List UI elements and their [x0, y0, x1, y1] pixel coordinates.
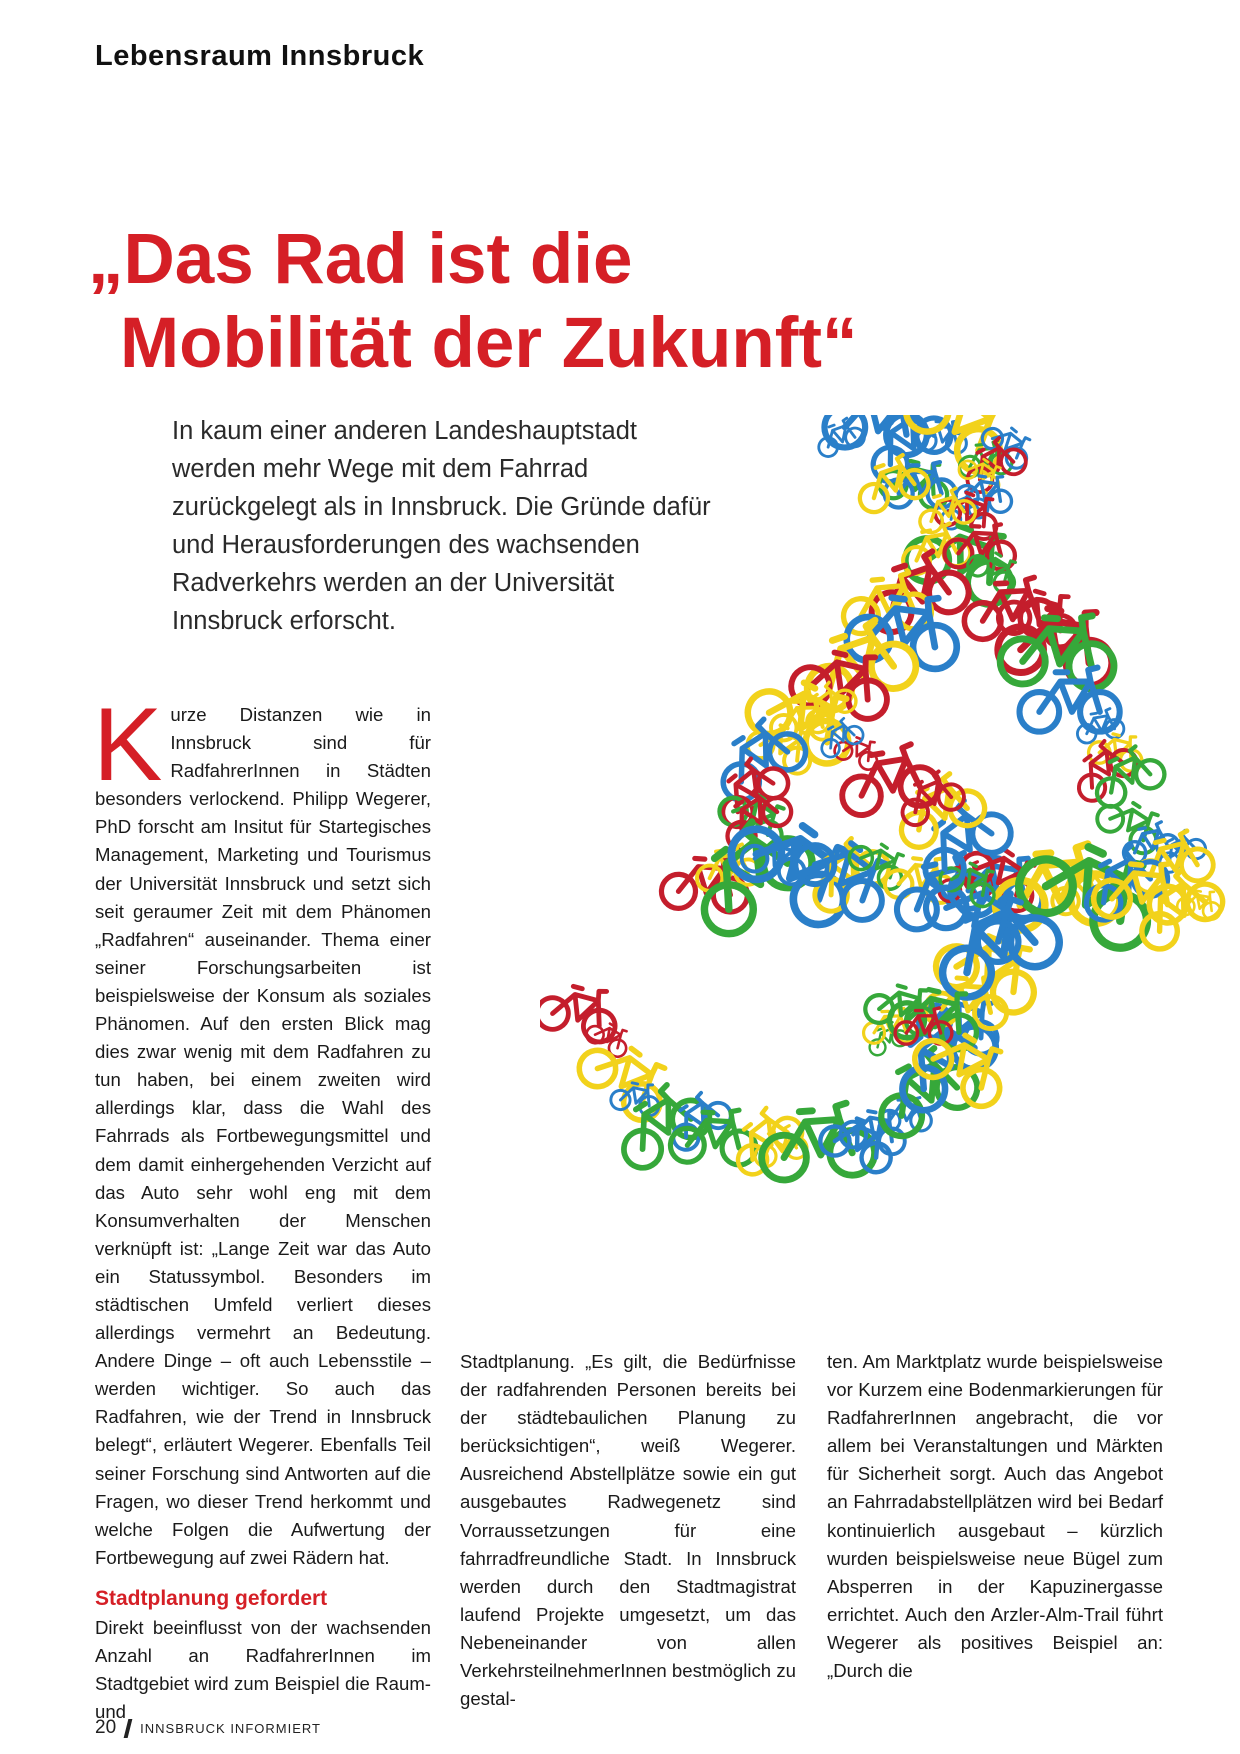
footer-slash-divider: [124, 1719, 133, 1738]
subheading-stadtplanung: Stadtplanung gefordert: [95, 1586, 328, 1610]
page-footer: [95, 1717, 321, 1739]
article-paragraph-1: [93, 687, 431, 1572]
article-headline: [88, 218, 858, 386]
article-column-2: [460, 1348, 796, 1713]
article-paragraph-2: Direkt beeinflusst von der wachsenden Anzahl an RadfahrerInnen im Stadtgebiet wird zum Beispiel die Raum- und: [95, 1616, 431, 1723]
section-title: Lebensraum Innsbruck: [95, 40, 425, 72]
magazine-name: INNSBRUCK INFORMIERT: [140, 1720, 321, 1736]
page-number: 20: [95, 1717, 117, 1738]
bicycle-icon: [540, 975, 624, 1045]
headline-line-2: Mobilität der Zukunft“: [120, 304, 858, 383]
column-3-text: ten. Am Marktplatz wurde beispielsweise vor Kurzem eine Bodenmarkierungen für RadfahrerInnen angebracht, die vor allem bei Veranstaltungen und Märkten für Sicherheit sorgt. Auch das Angebot an Fahrradabstellplätzen wird bei Bedarf kontinuierlich ausgebaut – kürzlich wurden beispielsweise neue Bügel zum Absperren in der Kapuzinergasse errichtet. Auch den Arzler-Alm-Trail führt Wegerer als positives Beispiel an: „Durch die: [827, 1351, 1163, 1682]
article-column-1: [93, 687, 431, 1726]
drop-cap: K: [93, 687, 163, 803]
article-lead: In kaum einer anderen Landeshauptstadt werden mehr Wege mit dem Fahrrad zurückgelegt als in Innsbruck. Die Gründe dafür und Herausforderungen des wachsenden Radverkehrs werden an der Universität Innsbruck erforscht.: [172, 417, 711, 635]
headline-line-1: „Das Rad ist die: [88, 220, 633, 299]
paragraph-1-text: urze Distanzen wie in Innsbruck sind für RadfahrerInnen in Städten besonders verlockend. Philipp Wegerer, PhD forscht am Insitut für Startegisches Management, Marketing und Tourismus der Universität Innsbruck und setzt sich seit geraumer Zeit mit dem Phänomen „Radfahren“ auseinander. Thema einer seiner Forschungsarbeiten ist beispielsweise der Konsum als soziales Phänomen. Auf den ersten Blick mag dies zwar wenig mit dem Radfahren zu tun haben, bei einem zweiten wird allerdings klar, dass die Wahl des Fahrrads als Fortbewegungsmittel und dem damit einhergehenden Verzicht auf das Auto sehr wohl eng mit dem Konsumverhalten der Menschen verknüpft ist: „Lange Zeit war das Auto ein Statussymbol. Besonders im städtischen Umfeld verliert dieses allerdings vermehrt an Bedeutung. Andere Dinge – oft auch Lebensstile – werden wichtiger. So auch das Radfahren, wie der Trend in Innsbruck belegt“, erläutert Wegerer. Ebenfalls Teil seiner Forschung sind Antworten auf die Fragen, wo dieser Trend herkommt und welche Folgen die Aufwertung der Fortbewegung auf zwei Rädern hat.: [95, 704, 431, 1568]
article-column-3: [827, 1348, 1163, 1685]
bicycle-icon: [812, 415, 867, 459]
column-2-text: Stadtplanung. „Es gilt, die Bedürfnisse der radfahrenden Personen bereits bei der städtebaulichen Planung zu berücksichtigen“, weiß Wegerer. Ausreichend Abstellplätze sowie ein gut ausgebautes Radwegenetz sind Vorraussetzungen für eine fahrradfreundliche Stadt. In Innsbruck werden durch den Stadtmagistrat laufend Projekte umgesetzt, um das Nebeneinander von allen VerkehrsteilnehmerInnen bestmöglich zu gestal-: [460, 1351, 796, 1710]
bicycle-wheelchair-illustration: [540, 415, 1240, 1245]
bicycle-icon: [999, 610, 1118, 691]
